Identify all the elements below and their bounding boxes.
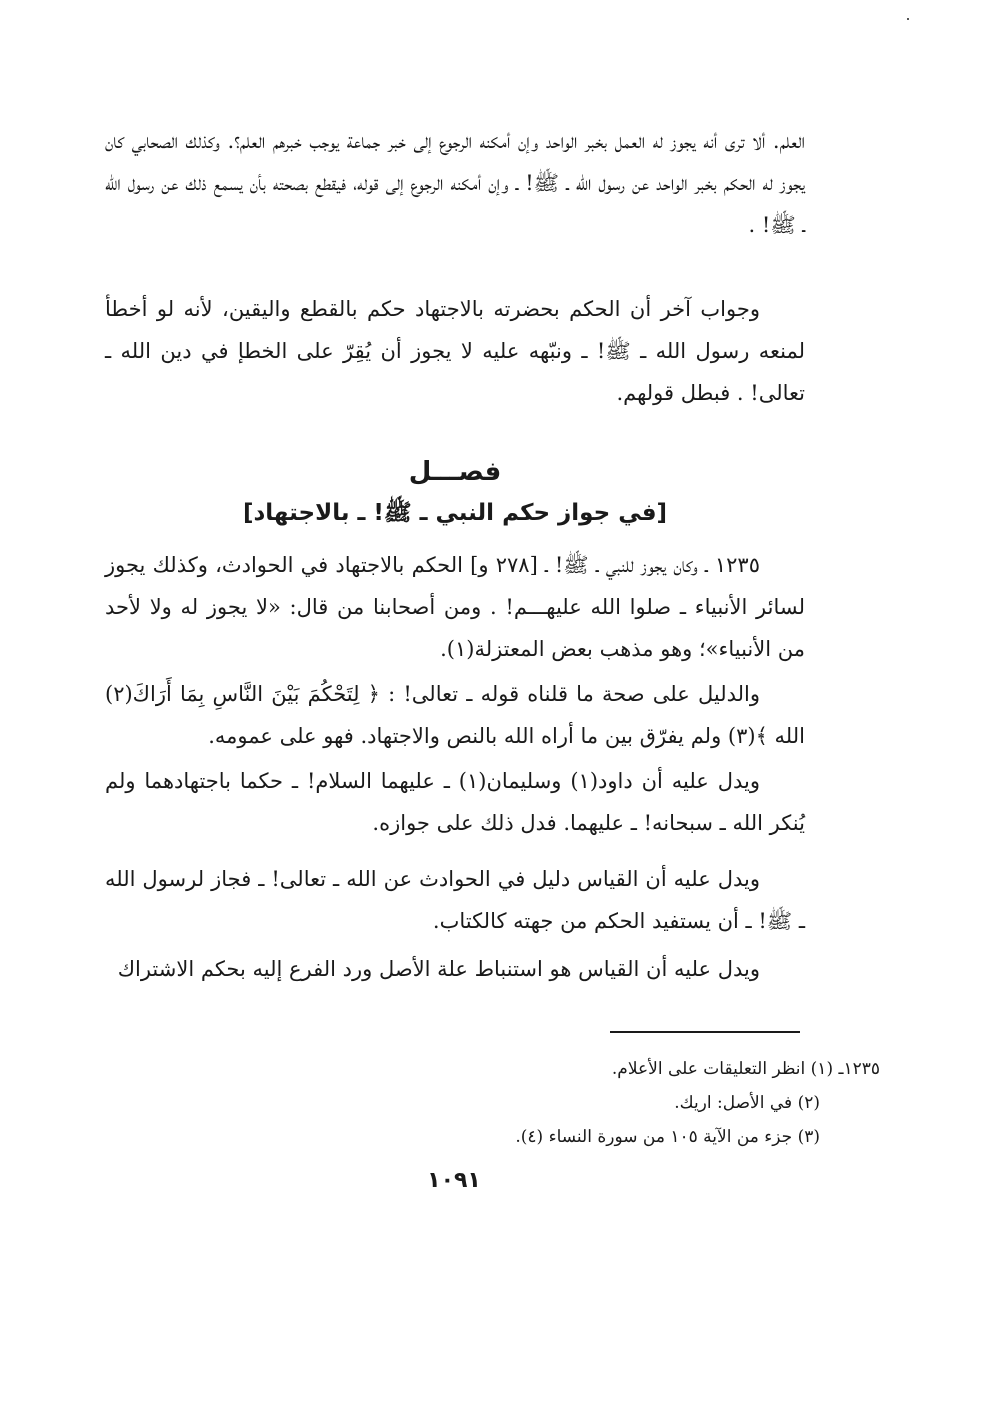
footnote-separator xyxy=(610,1031,800,1033)
paragraph-continuation: العلم. ألا ترى أنه يجوز له العمل بخبر الواحد وإن أمكنه الرجوع إلى خبر جماعة يوجب خبرهم العلم؟. وكذلك الصحابي كان يجوز له الحكم بخبر الواحد عن رسول الله ـ ﷺ! ـ وإن أمكنه الرجوع إلى قوله، فيقطع بصحته بأن يسمع ذلك عن رسول الله ـ ﷺ! . xyxy=(105,129,805,237)
footnotes xyxy=(350,1052,880,1154)
footnote-1: ١٢٣٥ـ (١) انظر التعليقات على الأعلام. xyxy=(611,1059,880,1079)
section-subtitle: [في جواز حكم النبي ـ ﷺ! ـ بالاجتهاد] xyxy=(242,500,668,526)
paragraph-evidence-quran: والدليل على صحة ما قلناه قوله ـ تعالى! : ﴿ لِتَحْكُمَ بَيْنَ النَّاسِ بِمَا أَرَاكَ(٢) الله ﴾(٣) ولم يفرّق بين ما أراه الله بالنص والاجتهاد. فهو على عمومه. xyxy=(105,682,805,748)
paragraph-evidence-dawud: ويدل عليه أن داود(١) وسليمان(١) ـ عليهما السلام! ـ حكما باجتهادهما ولم يُنكر الله ـ سبحانه! ـ عليهما. فدل ذلك على جوازه. xyxy=(105,769,805,835)
scan-speck xyxy=(907,18,909,20)
paragraph-1235: ١٢٣٥ ـ وكان يجوز للنبي ـ ﷺ! ـ [٢٧٨ و] الحكم بالاجتهاد في الحوادث، وكذلك يجوز لسائر الأنبياء ـ صلوا الله عليهـــم! . ومن أصحابنا من قال: «لا يجوز له ولا لأحد من الأنبياء»؛ وهو مذهب بعض المعتزلة(١). xyxy=(105,553,805,661)
paragraph-evidence-qiyas: ويدل عليه أن القياس دليل في الحوادث عن الله ـ تعالى! ـ فجاز لرسول الله ـ ﷺ! ـ أن يستفيد الحكم من جهته كالكتاب. xyxy=(105,867,805,933)
footnote-3: (٣) جزء من الآية ١٠٥ من سورة النساء (٤). xyxy=(515,1127,820,1147)
section-title: فصـــل xyxy=(408,457,502,487)
paragraph-second-answer: وجواب آخر أن الحكم بحضرته بالاجتهاد حكم بالقطع واليقين، لأنه لو أخطأ لمنعه رسول الله ـ ﷺ! ـ ونبّهه عليه لا يجوز أن يُقِرّ على الخطإ في دين الله ـ تعالى! . فبطل قولهم. xyxy=(105,297,805,405)
footnote-2: (٢) في الأصل: اريك. xyxy=(674,1093,820,1113)
page-number: ١٠٩١ xyxy=(427,1168,481,1193)
paragraph-evidence-istinbat: ويدل عليه أن القياس هو استنباط علة الأصل ورد الفرع إليه بحكم الاشتراك xyxy=(117,957,760,981)
